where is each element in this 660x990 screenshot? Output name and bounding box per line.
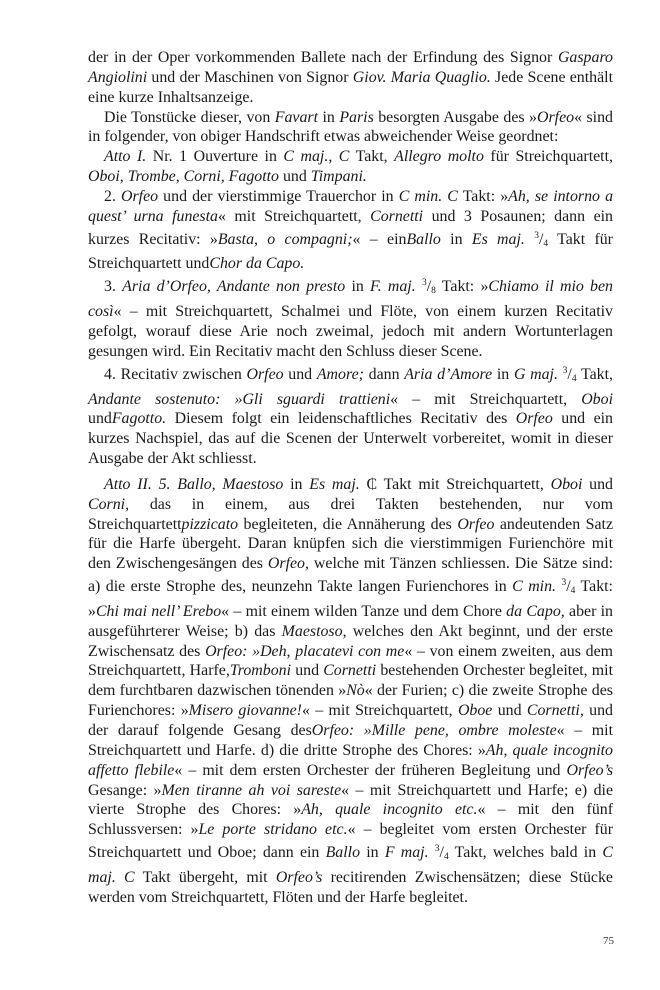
italic-run: Timpani.: [310, 168, 367, 186]
text-run: Takt: »: [88, 578, 613, 620]
italic-run: Orfeo: »Mille pene, ombre moleste: [311, 722, 557, 739]
text-run: Nr. 1 Ouverture in: [146, 148, 284, 166]
text-run: welches den Akt beginnt, und der erste Zwischensatz des: [88, 622, 613, 660]
italic-run: Orfeo: [537, 108, 575, 126]
italic-run: Orfeo’s: [566, 761, 614, 779]
text-run: und ein kurzes Nachspiel, das auf die Scenen der Unterwelt vorbereitet, womit in dieser Ausgabe der Akt schliesst.: [88, 410, 613, 468]
text-run: 4. Recitativ zwischen: [104, 365, 247, 383]
text-run: und: [279, 168, 311, 186]
text-run: für Streichquartett,: [483, 148, 613, 166]
italic-run: Giov. Maria Quaglio.: [352, 68, 491, 86]
italic-run: Orfeo,: [267, 555, 309, 573]
text-run: « mit Streichquartett,: [217, 207, 371, 225]
italic-run: Ah, se intorno a quest’ urna funesta: [88, 187, 614, 225]
text-run: Takt: »: [435, 278, 489, 296]
italic-run: Nò: [346, 682, 365, 700]
italic-run: pizzicato: [181, 515, 239, 533]
italic-run: Andante sostenuto: »Gli sguardi trattieni: [88, 390, 391, 408]
text-run: in: [283, 475, 310, 493]
italic-run: C maj. C: [88, 844, 613, 886]
italic-run: Es maj.: [309, 475, 360, 493]
text-run: [525, 231, 534, 248]
italic-run: G maj.: [513, 365, 558, 383]
italic-run: Ballo: [325, 844, 361, 862]
paragraph: [88, 362, 613, 469]
italic-run: Atto I.: [104, 148, 147, 166]
text-run: und: [88, 410, 112, 428]
italic-run: Amore;: [316, 365, 364, 383]
italic-run: Chi mai nell’ Erebo: [95, 602, 222, 620]
text-run: recitirenden Zwischensätzen; diese Stücke werden vom Streichquartett, Flöten und der Harfe begleitet.: [88, 868, 613, 906]
text-run: in: [492, 365, 514, 383]
italic-run: Aria d’Amore: [404, 365, 493, 383]
text-run: 2.: [104, 187, 122, 205]
text-run: « sind in folgender, von obiger Handschrift etwas abweichender Weise geordnet:: [88, 108, 613, 146]
text-run: und: [582, 475, 613, 493]
text-run: ₵ Takt mit Streichquartett,: [359, 475, 551, 493]
text-run: bestehenden Orchester begleitet, mit dem furchtbaren dazwischen tönenden »: [88, 662, 613, 700]
italic-run: Chiamo il mio ben così: [88, 278, 613, 321]
italic-run: Tromboni: [229, 662, 292, 680]
text-run: Jede Scene enthält eine kurze Inhaltsanzeige.: [88, 68, 613, 106]
text-run: Takt,: [349, 148, 395, 166]
fraction: $^3/_4$: [562, 365, 577, 384]
text-run: « – ein: [352, 230, 407, 248]
fraction: $^3/_4$: [434, 844, 449, 863]
italic-run: Basta, o compagni;: [217, 230, 353, 248]
text-run: « – mit dem ersten Orchester der früheren Begleitung und: [174, 761, 567, 779]
italic-run: Misero giovanne!: [188, 702, 302, 720]
italic-run: Men tiranne ah voi sareste: [161, 781, 342, 799]
italic-run: Orfeo: [121, 187, 159, 205]
text-run: und: [283, 365, 317, 383]
paragraph: [88, 187, 613, 274]
paragraph: [88, 274, 613, 361]
italic-run: Cornetti: [323, 662, 377, 680]
text-run: und der Maschinen von Signor: [147, 68, 353, 86]
italic-run: Orfeo’s: [275, 868, 323, 886]
text-run: « – mit Streichquartett und Harfe. d) die dritte Strophe des Chores: »: [88, 722, 613, 759]
text-run: « – mit Streichquartett und Harfe; e) die vierte Strophe des Chores: »: [88, 781, 614, 819]
italic-run: Allegro molto: [394, 148, 484, 166]
text-run: und: [291, 662, 324, 680]
italic-run: Fagotto.: [111, 410, 167, 428]
text-run: und der vierstimmige Trauerchor in: [158, 187, 399, 205]
paragraph: [88, 475, 613, 908]
text-run: Takt, welches bald in: [448, 844, 603, 862]
text-run: in: [360, 844, 385, 862]
italic-run: Orfeo: [457, 515, 495, 533]
text-run: und 3 Posaunen; dann ein kurzes Recitativ: »: [88, 207, 613, 248]
text-run: « – mit den fünf Schlussversen: »: [88, 801, 613, 839]
text-run: in: [440, 230, 472, 248]
italic-run: Favart: [274, 108, 318, 126]
italic-run: Orfeo: [515, 410, 553, 428]
italic-run: Orfeo: [246, 365, 284, 383]
text-run: Takt übergeht, mit: [134, 868, 276, 886]
text-run: das in einem, aus drei Takten bestehenden, nur vom Streichquartett: [88, 495, 613, 533]
italic-run: Cornetti,: [526, 702, 584, 720]
fraction: $^3/_4$: [534, 230, 549, 249]
fraction: $^3/_8$: [421, 278, 436, 297]
italic-run: Es maj.: [471, 230, 525, 248]
italic-run: C min.: [512, 578, 557, 596]
text-run: der in der Oper vorkommenden Ballete nach der Erfindung des Signor: [88, 49, 558, 66]
text-run: Takt,: [576, 365, 613, 383]
text-run: Gesange: »: [88, 781, 162, 799]
italic-run: Aria d’Orfeo, Andante non presto: [122, 278, 346, 296]
text-run: Takt: »: [457, 187, 509, 205]
text-run: Diesem folgt ein leidenschaftliches Recitativ des: [166, 410, 516, 428]
text-run: und: [492, 702, 527, 720]
italic-run: C min. C: [398, 187, 458, 205]
text-run: welche mit Tänzen schliessen. Die Sätze sind: a) die erste Strophe des, neunzehn Takte langen Furienchores in: [88, 555, 613, 596]
paragraph: [88, 108, 613, 148]
text-run: Die Tonstücke dieser, von: [104, 108, 275, 126]
italic-run: Cornetti: [370, 207, 424, 225]
italic-run: F maj.: [384, 844, 429, 862]
page-number: 75: [603, 935, 614, 947]
italic-run: Oboe: [457, 702, 493, 720]
italic-run: Oboi: [581, 390, 613, 408]
text-run: « – mit einem wilden Tanze und dem Chore: [221, 602, 507, 620]
text-run: aber in ausgeführterer Weise; b) das: [88, 602, 613, 640]
italic-run: Oboi, Trombe, Corni, Fagotto: [88, 168, 279, 186]
page-body: [88, 48, 613, 908]
italic-run: Paris: [339, 108, 374, 126]
italic-run: da Capo,: [506, 602, 565, 620]
text-run: « der Furien; c) die zweite Strophe des Furienchores: »: [88, 682, 613, 720]
text-run: in: [318, 108, 340, 126]
text-run: dann: [363, 365, 405, 383]
text-run: begleiteten, die Annäherung des: [238, 515, 458, 533]
italic-run: Le porte stridano etc.: [198, 821, 348, 839]
italic-run: Ah, quale incognito affetto flebile: [88, 741, 613, 779]
italic-run: Ballo: [406, 230, 441, 248]
text-run: in: [345, 278, 371, 296]
text-run: andeutenden Satz für die Harfe übergeht. Daran knüpfen sich die vierstimmigen Furienchöre mit den Zwischengesängen des: [88, 515, 613, 573]
italic-run: Gasparo Angiolini: [88, 49, 613, 86]
paragraph: [88, 48, 613, 108]
fraction: $^3/_4$: [561, 578, 576, 597]
text-run: und der darauf folgende Gesang des: [88, 702, 614, 739]
italic-run: Corni,: [88, 495, 130, 513]
italic-run: C maj., C: [283, 148, 350, 166]
text-run: besorgten Ausgabe des »: [373, 108, 537, 126]
text-run: « – mit Streichquartett,: [390, 390, 582, 408]
italic-run: Ah, quale incognito etc.: [301, 801, 478, 819]
text-run: Takt für Streichquartett und: [88, 230, 613, 273]
text-run: 3.: [104, 278, 123, 296]
italic-run: Maestoso,: [281, 622, 347, 640]
paragraph: [88, 147, 613, 187]
italic-run: Orfeo: »Deh, placatevi con me: [205, 642, 405, 660]
italic-run: Oboi: [550, 475, 583, 493]
text-run: « – mit Streichquartett, Schalmei und Flöte, von einem kurzen Recitativ gefolgt, worauf diese Arie noch zweimal, jedoch mit andern Wortunterlagen gesungen wird. Ein Recitativ macht den Schluss dieser Scene.: [88, 303, 613, 360]
italic-run: F. maj.: [370, 278, 416, 296]
italic-run: Chor da Capo.: [209, 255, 305, 273]
italic-run: Atto II. 5. Ballo, Maestoso: [104, 475, 284, 493]
text-run: « – mit Streichquartett,: [301, 702, 458, 720]
text-run: « – begleitet vom ersten Orchester für Streichquartett und Oboe; dann ein: [88, 821, 614, 862]
text-run: « – von einem zweiten, aus dem Streichquartett, Harfe,: [88, 642, 613, 680]
